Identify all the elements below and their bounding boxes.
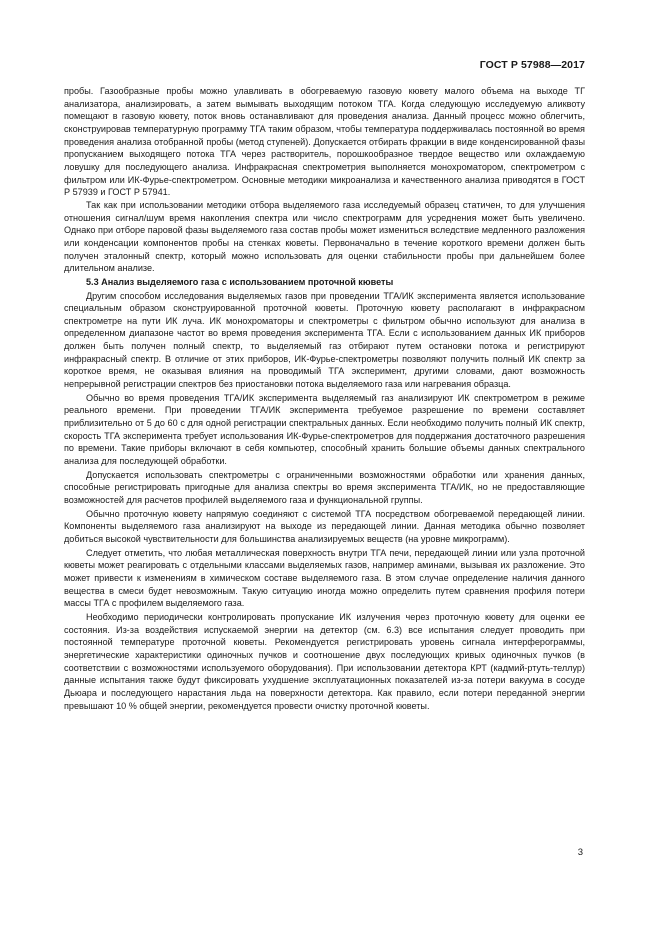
paragraph: Обычно проточную кювету напрямую соединяют с системой ТГА посредством обогреваемой передающей линии. Компоненты выделяемого газа анализируют на выходе из передающей линии. Данная методика обычно позволяет добиться высокой чувствительности для большинства анализируемых веществ (на уровне микрограмм). bbox=[64, 508, 585, 544]
paragraph: Другим способом исследования выделяемых газов при проведении ТГА/ИК эксперимента является использование специальным образом сконструированной проточной кюветы. Проточную кювету располагают в инфракрасном спектрометре на пути ИК луча. ИК монохроматоры и спектрометры с фильтром обычно используют для анализа в определенном диапазоне частот во время проведения эксперимента ТГА. Если с использованием данных ИК приборов должен быть получен полный спектр, то выделяемый газ отбирают путем остановки потока и регистрируют инфракрасный спектр. В отличие от этих приборов, ИК-Фурье-спектрометры позволяют получить полный ИК спектр за короткое время, не оказывая влияния на проводимый ТГА эксперимент, другими словами, дают возможность непрерывной регистрации спектров без приостановки потока выделяемого газа или нагревания образца. bbox=[64, 290, 585, 390]
document-body bbox=[64, 85, 585, 712]
section-heading: 5.3 Анализ выделяемого газа с использованием проточной кюветы bbox=[86, 276, 394, 287]
paragraph: Так как при использовании методики отбора выделяемого газа исследуемый образец статичен, то для улучшения отношения сигнал/шум время накопления спектра или число спектрограмм для усреднения может быть увеличено. Однако при отборе паровой фазы выделяемого газа состав пробы может измениться вследствие медленного разложения или конденсации компонентов пробы на стенках кюветы. Первоначально в течение короткого времени должен быть получен эталонный спектр, который можно использовать для оценки стабильности пробы при дальнейшем более длительном анализе. bbox=[64, 199, 585, 274]
standard-header: ГОСТ Р 57988—2017 bbox=[479, 59, 585, 71]
paragraph: Необходимо периодически контролировать пропускание ИК излучения через проточную кювету для оценки ее состояния. Из-за воздействия испускаемой энергии на детектор (см. 6.3) все испытания следует проводить при постоянной температуре проточной кюветы. Рекомендуется регистрировать уровень сигнала интерферограммы, энергетические характеристики одиночных пучков и соотношение двух последующих кривых одиночных пучков (в соответствии с возможностями используемого оборудования). При использовании детектора КРТ (кадмий-ртуть-теллур) данные испытания также будут фиксировать ухудшение эксплуатационных показателей из-за потери вакуума в сосуде Дьюара и последующего нарастания льда на поверхности детектора. Как правило, если потери переданной энергии превышают 10 % общей энергии, рекомендуется провести очистку проточной кюветы. bbox=[64, 611, 585, 711]
paragraph: пробы. Газообразные пробы можно улавливать в обогреваемую газовую кювету малого объема на выходе ТГ анализатора, анализировать, а затем вымывать выходящим потоком ТГА. Когда следующую исследуемую аликвоту помещают в газовую кювету, поток вновь останавливают для проведения анализа. Данный процесс можно облегчить, сконструировав температурную программу ТГА таким образом, чтобы температура поддерживалась постоянной во время проведения анализа отобранной пробы (метод ступеней). Допускается отбирать фракции в виде конденсированной фазы пропусканием выходящего потока ТГА через растворитель, порошкообразное твердое вещество или охлаждаемую ловушку для последующего анализа. Инфракрасная спектрометрия выполняется монохроматором, спектрометром с фильтром или ИК-Фурье-спектрометром. Основные методики микроанализа и качественного анализа приводятся в ГОСТ Р 57939 и ГОСТ Р 57941. bbox=[64, 86, 585, 198]
paragraph: Обычно во время проведения ТГА/ИК эксперимента выделяемый газ анализируют ИК спектрометром в режиме реального времени. При проведении ТГА/ИК эксперимента требуемое разрешение по времени составляет приблизительно от 5 до 60 с для одной регистрации спектральных данных. Если необходимо получить полный ИК спектр, скорость ТГА эксперимента требует использования ИК-Фурье-спектрометров для поддержания достаточного разрешения по времени. Такие приборы включают в себя компьютер, способный хранить большие объемы данных спектрального анализа для последующей обработки. bbox=[64, 392, 585, 467]
page-number: 3 bbox=[577, 847, 583, 858]
paragraph: Следует отметить, что любая металлическая поверхность внутри ТГА печи, передающей линии или узла проточной кюветы может реагировать с отдельными классами выделяемых газов, например аминами, вызывая их разложение. Это может привести к изменениям в химическом составе выделяемого газа. В этом случае определение наличия данного вещества в смеси будет невозможным. Такую ситуацию иногда можно определить путем сравнения профиля потери массы ТГА с профилем выделяемого газа. bbox=[64, 547, 585, 609]
paragraph: Допускается использовать спектрометры с ограниченными возможностями обработки или хранения данных, способные регистрировать пригодные для анализа спектры во время эксперимента ТГА/ИК, но не предоставляющие возможностей для расчетов профилей выделяемого газа и функциональной группы. bbox=[64, 469, 585, 505]
